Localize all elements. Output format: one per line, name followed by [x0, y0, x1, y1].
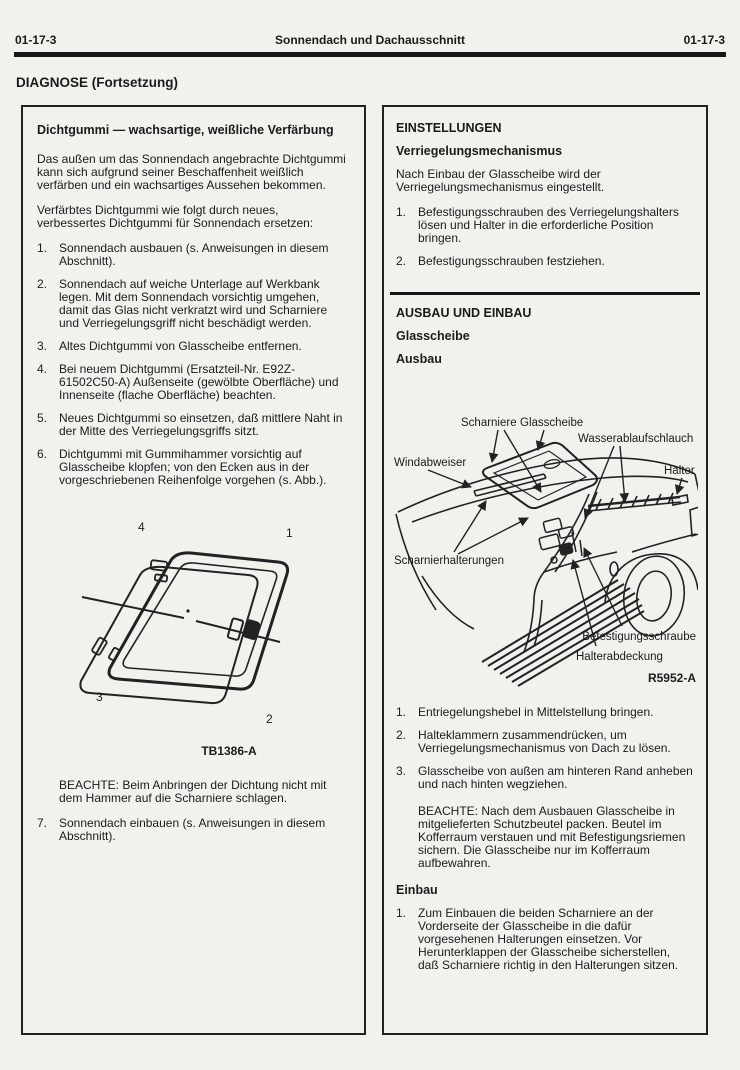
left-heading: Dichtgummi — wachsartige, weißliche Verfärbung	[37, 123, 334, 137]
step-text: Sonnendach einbauen (s. Anweisungen in diesem Abschnitt).	[59, 815, 326, 843]
label-scharnierhalterungen: Scharnierhalterungen	[394, 555, 504, 567]
step-number: 2.	[37, 276, 48, 291]
einbau-step-1	[396, 907, 694, 972]
step-number: 3.	[396, 764, 407, 778]
section-divider	[390, 292, 700, 295]
label-befestigungsschraube: Befestigungsschraube	[582, 631, 696, 643]
step-text: Altes Dichtgummi von Glasscheibe entfernen.	[59, 338, 302, 353]
step-number: 7.	[37, 815, 48, 830]
label-scharniere: Scharniere	[461, 417, 517, 429]
left-step-3	[37, 340, 350, 353]
step-number: 1.	[396, 906, 407, 920]
step-text: Sonnendach ausbauen (s. Anweisungen in diesem Abschnitt).	[59, 240, 329, 268]
heading-ausbau-und-einbau: AUSBAU UND EINBAU	[396, 306, 532, 320]
page-header	[15, 34, 725, 47]
step-text: Befestigungsschrauben festziehen.	[418, 254, 605, 268]
step-number: 3.	[37, 338, 48, 353]
header-right-code: 01-17-3	[683, 33, 725, 47]
step-text: Entriegelungshebel in Mittelstellung bringen.	[418, 705, 654, 719]
figure-id-tb1386a: TB1386-A	[200, 743, 257, 758]
step-text: Halteklammern zusammendrücken, um Verriegelungsmechanismus von Dach zu lösen.	[418, 728, 671, 755]
step-text: Zum Einbauen die beiden Scharniere an der Vorderseite der Glasscheibe in die dafür vorgesehenen Halterungen einsetzen. Vor Herunterklappen der Glasscheibe sicherstellen, daß Scharniere richtig in den Halterungen sitzen.	[418, 906, 679, 972]
step-number: 1.	[396, 205, 407, 219]
label-halter: Halter	[664, 465, 695, 477]
step-number: 6.	[37, 446, 48, 461]
corner-number-2: 2	[265, 711, 273, 726]
corner-number-4: 4	[137, 519, 145, 534]
label-wasserablaufschlauch: Wasserablaufschlauch	[578, 433, 694, 445]
step-number: 4.	[37, 361, 48, 376]
left-step-5	[37, 412, 350, 438]
header-rule	[14, 52, 726, 57]
left-step-2	[37, 278, 350, 330]
step-text: Bei neuem Dichtgummi (Ersatzteil-Nr. E92Z-61502C50-A) Außenseite (gewölbte Oberfläche) und Innenseite (flache Oberfläche) beachten.	[59, 361, 339, 402]
left-step-7	[37, 817, 350, 843]
right-note-beachte: BEACHTE: Nach dem Ausbauen Glasscheibe in mitgelieferten Schutzbeutel packen. Beutel im Kofferraum verstauen und mit Befestigungsriemen sichern. Die Glasscheibe nur im Kofferraum aufbewahren.	[418, 804, 686, 870]
left-step-4	[37, 363, 350, 402]
car-sunroof-figure	[392, 414, 698, 692]
car-roof-outline	[396, 458, 695, 629]
left-para-2: Verfärbtes Dichtgummi wie folgt durch neues, verbessertes Dichtgummi für Sonnendach ersetzen:	[37, 202, 314, 230]
seal-inner-outline	[123, 562, 277, 675]
step-number: 5.	[37, 410, 48, 425]
left-panel-dichtgummi	[21, 105, 366, 1035]
label-halterabdeckung: Halterabdeckung	[576, 651, 663, 663]
heading-einstellungen: EINSTELLUNGEN	[396, 121, 502, 135]
step-number: 1.	[37, 240, 48, 255]
step-text: Neues Dichtgummi so einsetzen, daß mittlere Naht in der Mitte des Verriegelungsgriffs sitzt.	[59, 410, 343, 438]
left-para-1: Das außen um das Sonnendach angebrachte Dichtgummi kann sich aufgrund seiner Beschaffenheit weißlich verfärben und ein wachsartiges Aussehen bekommen.	[37, 151, 346, 192]
subheading-verriegelungsmechanismus: Verriegelungsmechanismus	[396, 144, 563, 158]
label-glasscheibe: Glasscheibe	[520, 417, 584, 429]
corner-number-1: 1	[285, 525, 293, 540]
step-text: Glasscheibe von außen am hinteren Rand anheben und nach hinten wegziehen.	[418, 764, 693, 791]
corner-number-3: 3	[95, 689, 103, 704]
left-note-beachte: BEACHTE: Beim Anbringen der Dichtung nicht mit dem Hammer auf die Scharniere schlagen.	[59, 777, 327, 805]
ausbau-step-1	[396, 706, 694, 719]
drain-hose	[588, 493, 681, 511]
left-step-1	[37, 242, 350, 268]
right-panel-einstellungen-ausbau	[382, 105, 708, 1035]
step-number: 1.	[396, 705, 407, 719]
step-text: Befestigungsschrauben des Verriegelungshalters lösen und Halter in die erforderliche Position bringen.	[418, 205, 679, 245]
adjust-step-1	[396, 206, 694, 245]
header-left-code: 01-17-3	[15, 33, 57, 47]
subheading-ausbau: Ausbau	[396, 352, 442, 366]
page-title: Sonnendach und Dachausschnitt	[274, 33, 466, 47]
step-number: 2.	[396, 254, 407, 268]
step-text: Dichtgummi mit Gummihammer vorsichtig auf Glasscheibe klopfen; von den Ecken aus in der vorgeschriebenen Reihenfolge vorgehen (s. Abb.).	[59, 446, 327, 487]
subheading-einbau: Einbau	[396, 883, 438, 897]
step-text: Sonnendach auf weiche Unterlage auf Werkbank legen. Mit dem Sonnendach vorsichtig umgehen, damit das Glas nicht verkratzt wird und Scharniere und Verriegelungsgriff nicht beschädigt werden.	[59, 276, 328, 330]
adjust-step-2	[396, 255, 694, 268]
hinge-tabs	[91, 560, 167, 661]
section-title: DIAGNOSE (Fortsetzung)	[16, 75, 178, 90]
step-number: 2.	[396, 728, 407, 742]
sunroof-seal-figure	[38, 509, 350, 761]
figure-id-r5952a: R5952-A	[647, 671, 696, 685]
right-para-1: Nach Einbau der Glasscheibe wird der Verriegelungsmechanismus eingestellt.	[396, 167, 605, 194]
ausbau-step-2	[396, 729, 694, 755]
ausbau-step-3	[396, 765, 694, 791]
label-windabweiser: Windabweiser	[394, 457, 467, 469]
subheading-glasscheibe: Glasscheibe	[396, 329, 470, 343]
left-step-6	[37, 448, 350, 487]
